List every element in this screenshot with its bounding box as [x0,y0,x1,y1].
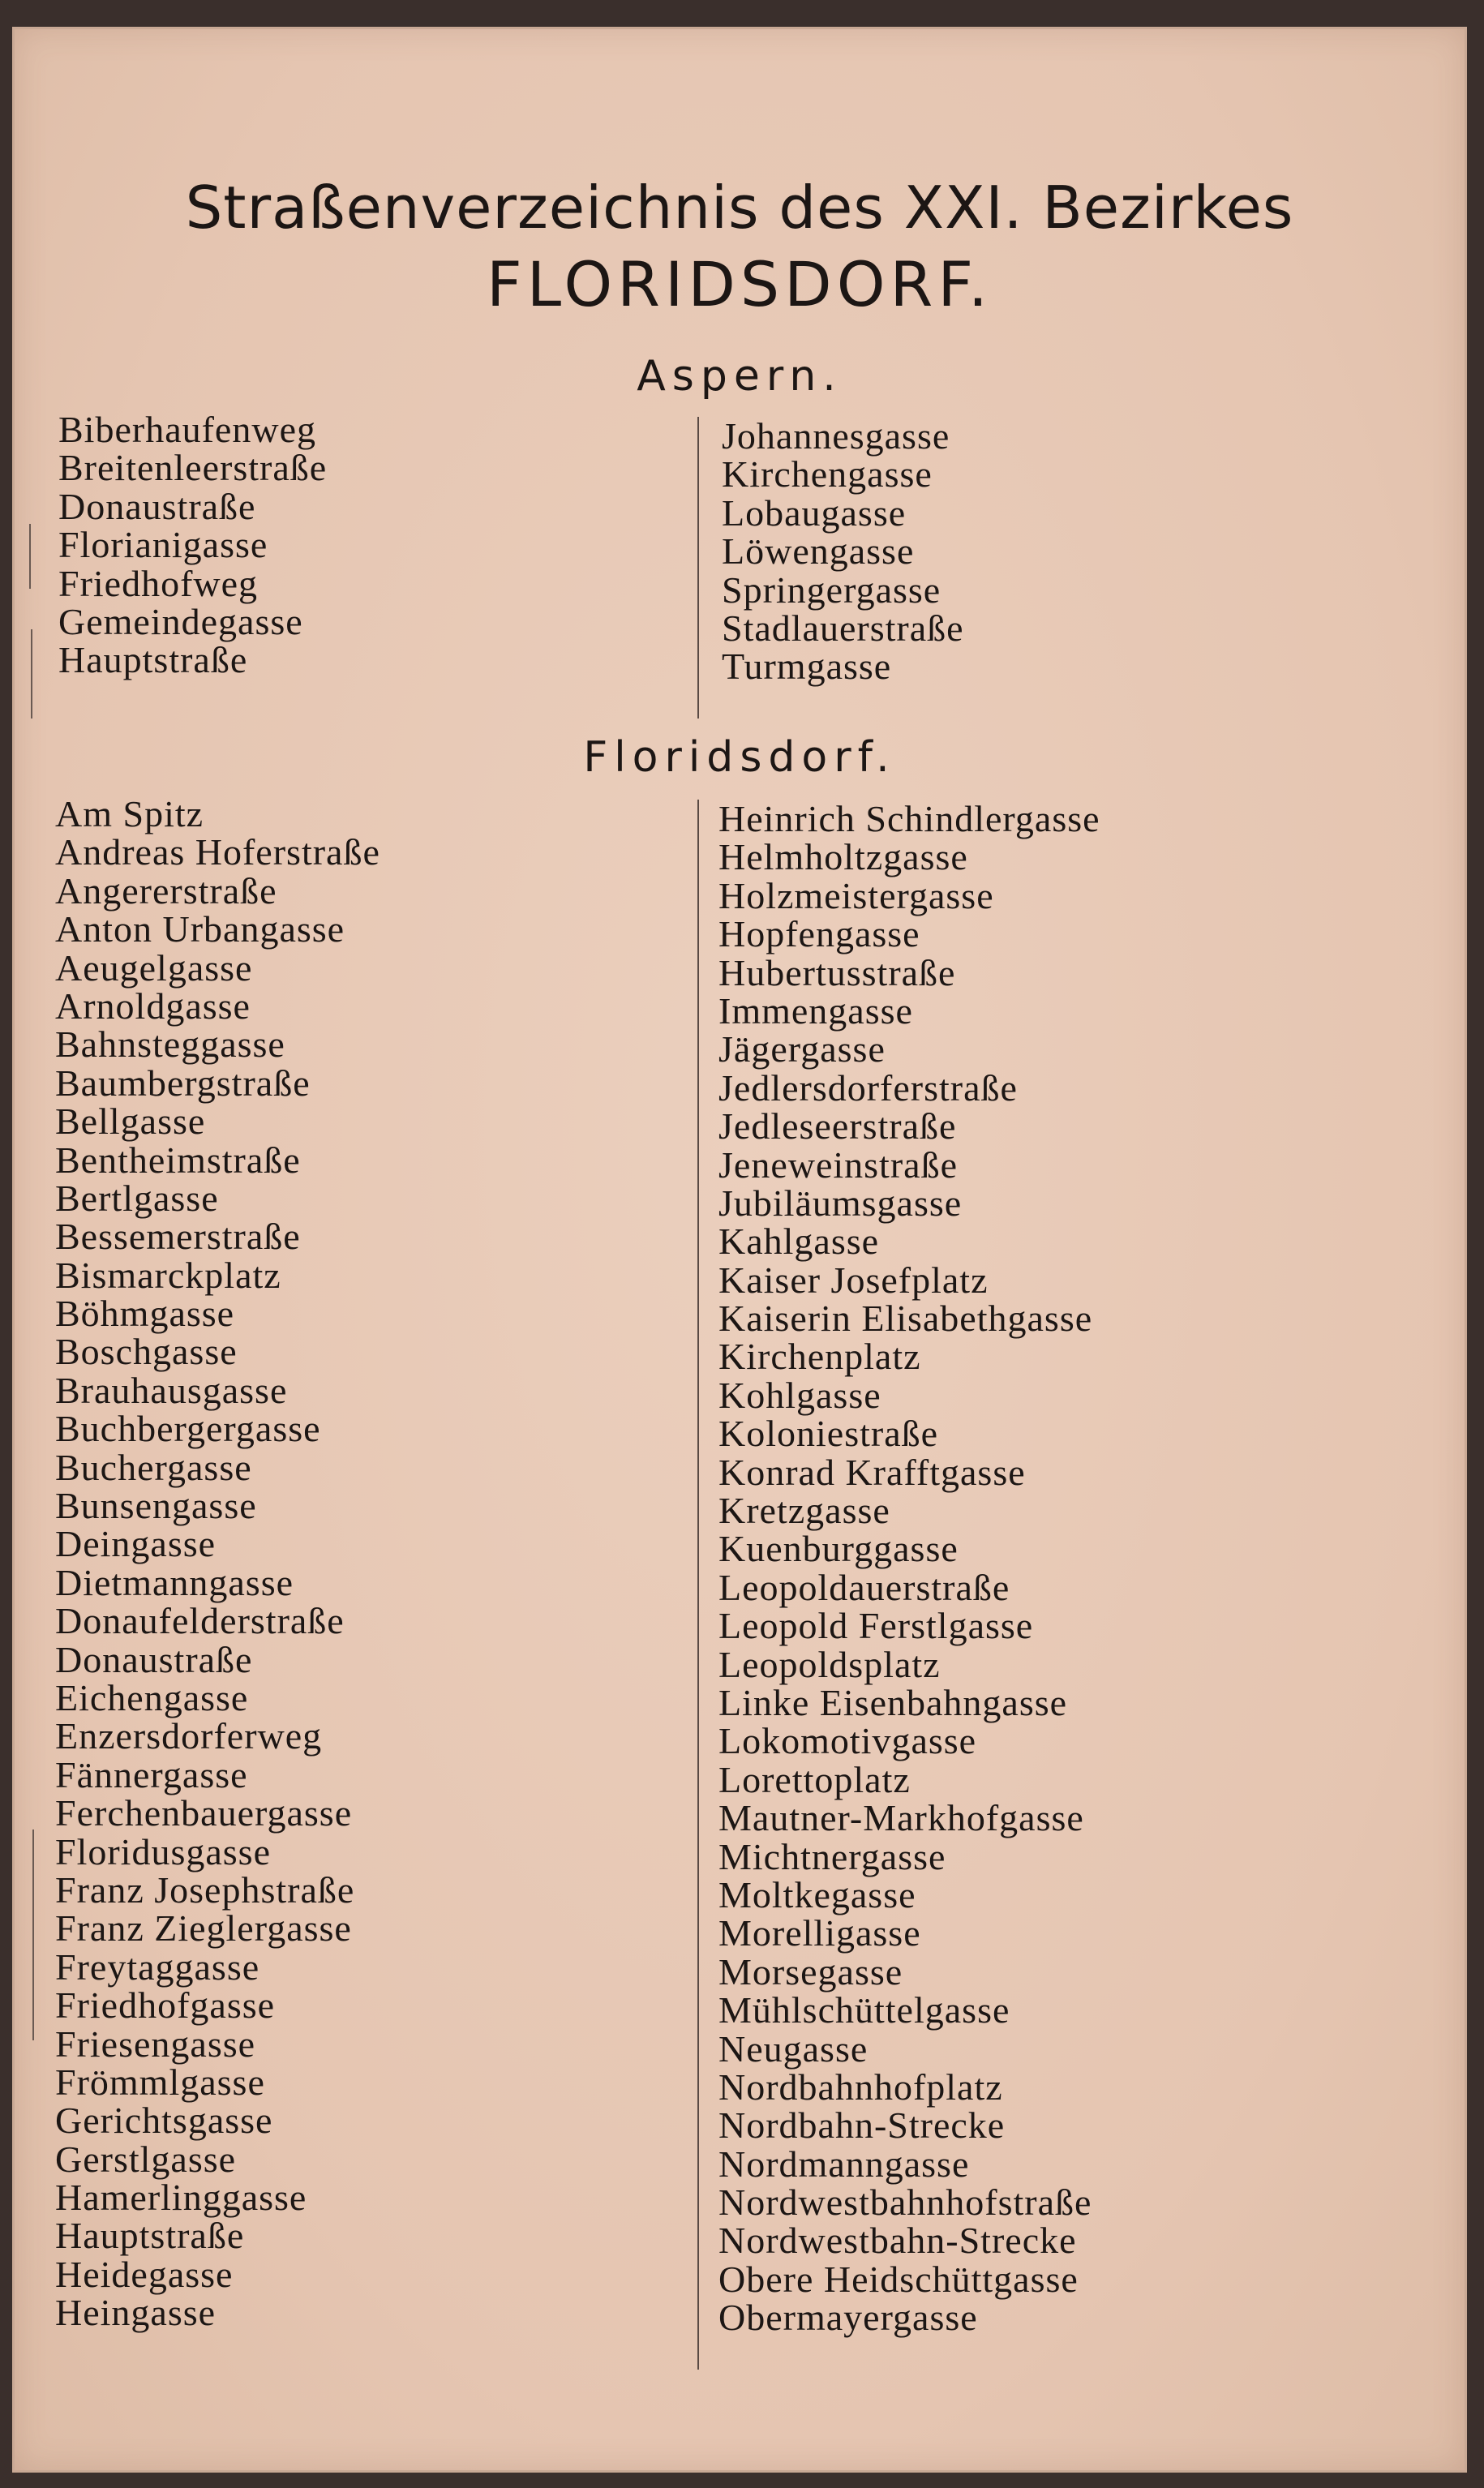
page-subtitle: FLORIDSDORF. [487,248,993,320]
street-name: Koloniestraße [718,1413,939,1455]
street-name: Bertlgasse [55,1177,219,1219]
street-name: Floridusgasse [55,1830,271,1872]
street-name: Kirchenplatz [718,1336,921,1378]
street-name: Bentheimstraße [55,1139,301,1181]
aspern-left-column [58,410,327,680]
street-name: Immengasse [718,989,913,1032]
street-name: Löwengasse [722,530,915,573]
street-name: Buchergasse [55,1446,252,1488]
street-name: Morelligasse [718,1912,921,1954]
street-name: Heinrich Schindlergasse [718,798,1100,839]
street-name: Nordbahn-Strecke [718,2104,1006,2147]
street-name: Helmholtzgasse [718,836,968,878]
street-name: Böhmgasse [55,1293,235,1335]
street-name: Kahlgasse [718,1220,880,1263]
street-name: Gerstlgasse [55,2138,237,2180]
street-name: Hopfengasse [718,913,920,955]
section-heading-aspern: Aspern. [637,352,843,401]
floridsdorf-left-column [55,795,380,2332]
street-name: Ferchenbauergasse [55,1792,353,1834]
street-name: Nordbahnhofplatz [718,2065,1003,2108]
street-name: Friedhofgasse [55,1984,276,2027]
street-name: Hauptstraße [58,639,248,681]
street-name: Lorettoplatz [718,1758,911,1800]
margin-mark [29,524,31,589]
street-name: Donaufelderstraße [55,1600,345,1642]
street-name: Deingasse [55,1523,217,1565]
street-name: Neugasse [718,2027,869,2070]
street-name: Kaiser Josefplatz [718,1259,989,1301]
street-name: Kirchengasse [722,453,933,495]
street-name: Bellgasse [55,1100,206,1143]
street-name: Holzmeistergasse [718,874,994,916]
street-name: Franz Josephstraße [55,1868,355,1911]
street-name: Moltkegasse [718,1873,916,1915]
street-name: Hamerlinggasse [55,2177,307,2219]
street-name: Am Spitz [55,793,204,834]
section-heading-floridsdorf: Floridsdorf. [583,733,896,782]
street-name: Leopold Ferstlgasse [718,1605,1034,1647]
document-page [15,29,1465,2470]
street-name: Kaiserin Elisabethgasse [718,1298,1093,1340]
street-name: Friedhofweg [58,562,259,604]
column-divider [697,800,699,2370]
street-name: Friesengasse [55,2023,256,2065]
street-name: Kohlgasse [718,1374,881,1416]
street-name: Frömmlgasse [55,2061,265,2103]
street-name: Springergasse [722,568,941,611]
street-name: Bismarckplatz [55,1254,281,1296]
street-name: Jägergasse [718,1028,886,1070]
street-name: Baumbergstraße [55,1062,311,1104]
street-name: Enzersdorferweg [55,1715,323,1757]
street-name: Mühlschüttelgasse [718,1989,1010,2031]
street-name: Arnoldgasse [55,984,251,1027]
street-name: Turmgasse [722,646,892,688]
street-name: Kuenburggasse [718,1528,959,1570]
street-name: Hauptstraße [55,2215,245,2257]
street-name: Angererstraße [55,869,277,912]
street-name: Heidegasse [55,2253,234,2295]
street-name: Anton Urbangasse [55,908,345,950]
column-divider [697,417,699,719]
street-name: Donaustraße [55,1638,253,1680]
street-name: Brauhausgasse [55,1369,288,1411]
street-name: Donaustraße [58,485,256,527]
street-name: Jedleseerstraße [718,1105,957,1147]
street-name: Mautner-Markhofgasse [718,1797,1084,1839]
street-name: Lokomotivgasse [718,1720,977,1762]
street-name: Eichengasse [55,1676,249,1718]
street-name: Florianigasse [58,524,268,566]
street-name: Stadlauerstraße [722,607,964,649]
street-name: Buchbergergasse [55,1408,321,1450]
street-name: Boschgasse [55,1331,238,1373]
margin-mark [31,629,32,719]
street-name: Fännergasse [55,1753,248,1795]
street-name: Bahnsteggasse [55,1023,285,1066]
street-name: Freytaggasse [55,1945,260,1988]
street-name: Dietmanngasse [55,1561,294,1603]
street-name: Morsegasse [718,1950,903,1993]
street-name: Bunsengasse [55,1485,257,1527]
floridsdorf-right-column [718,800,1100,2337]
street-name: Andreas Hoferstraße [55,831,380,873]
street-name: Leopoldauerstraße [718,1566,1010,1608]
street-name: Breitenleerstraße [58,447,328,489]
street-name: Biberhaufenweg [58,409,316,450]
street-name: Lobaugasse [722,491,907,534]
street-name: Michtnergasse [718,1835,946,1877]
street-name: Hubertusstraße [718,951,956,993]
page-title: Straßenverzeichnis des XXI. Bezirkes [185,174,1294,242]
street-name: Konrad Krafftgasse [718,1451,1026,1493]
street-name: Jeneweinstraße [718,1143,958,1186]
street-name: Nordwestbahn-Strecke [718,2220,1077,2262]
street-name: Johannesgasse [722,415,950,457]
street-name: Jubiläumsgasse [718,1182,963,1224]
street-name: Gemeindegasse [58,600,303,642]
street-name: Obere Heidschüttgasse [718,2258,1079,2300]
street-name: Kretzgasse [718,1490,890,1532]
street-name: Aeugelgasse [55,946,253,989]
street-name: Nordwestbahnhofstraße [718,2181,1092,2224]
street-name: Jedlersdorferstraße [718,1066,1018,1109]
margin-mark [32,1830,34,2040]
street-name: Gerichtsgasse [55,2100,273,2142]
street-name: Heingasse [55,2292,217,2334]
street-name: Linke Eisenbahngasse [718,1681,1068,1723]
street-name: Franz Zieglergasse [55,1907,352,1950]
street-name: Obermayergasse [718,2297,978,2339]
aspern-right-column [722,417,964,686]
street-name: Bessemerstraße [55,1216,301,1258]
street-name: Nordmanngasse [718,2143,970,2185]
street-name: Leopoldsplatz [718,1643,941,1685]
